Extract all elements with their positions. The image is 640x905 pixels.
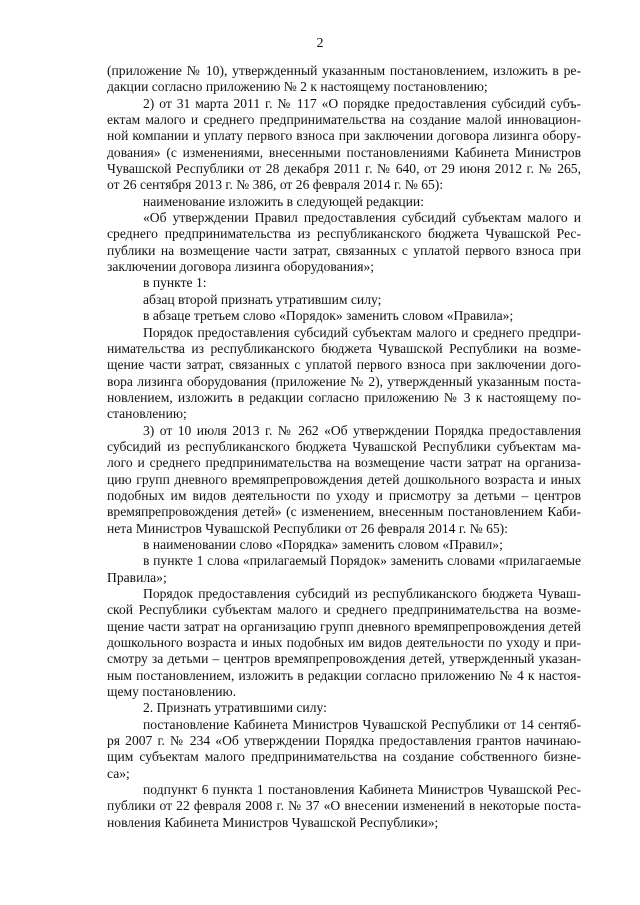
text-line: в абзаце третьем слово «Порядок» заменить словом «Правила»; bbox=[143, 308, 514, 324]
text-line: ской Республики субъектам малого и среднего предпринимательства на возме- bbox=[107, 602, 581, 618]
text-line: щим субъектам малого предпринимательства на создание собственного бизне- bbox=[107, 749, 581, 765]
paragraph bbox=[107, 292, 581, 308]
text-line: 2. Признать утратившими силу: bbox=[143, 700, 327, 716]
text-line: цию групп дневного времяпрепровождения детей дошкольного возраста и иных bbox=[107, 471, 581, 487]
paragraph bbox=[107, 700, 581, 716]
text-line: новления Кабинета Министров Чувашской Республики»; bbox=[107, 814, 439, 830]
text-line: щение части затрат, связанных с уплатой первого взноса при заключении дого- bbox=[107, 357, 581, 373]
text-line: 2) от 31 марта 2011 г. № 117 «О порядке предоставления субсидий субъ- bbox=[143, 95, 581, 111]
paragraph bbox=[107, 553, 581, 586]
text-line: лого и среднего предпринимательства на возмещение части затрат на организа- bbox=[107, 455, 581, 471]
text-line: становлению; bbox=[107, 406, 187, 422]
text-line: в пункте 1: bbox=[143, 275, 207, 291]
text-line: Правила»; bbox=[107, 569, 167, 585]
text-line: ря 2007 г. № 234 «Об утверждении Порядка предоставления грантов начинаю- bbox=[107, 733, 581, 749]
paragraph bbox=[107, 717, 581, 782]
paragraph bbox=[107, 275, 581, 291]
text-line: абзац второй признать утратившим силу; bbox=[143, 291, 382, 307]
text-line: новлением, изложить в редакции согласно приложению № 3 к настоящему по- bbox=[107, 389, 581, 405]
text-line: в пункте 1 слова «прилагаемый Порядок» заменить словами «прилагаемые bbox=[143, 553, 581, 569]
text-line: наименование изложить в следующей редакции: bbox=[143, 193, 424, 209]
text-line: дакции согласно приложению № 2 к настоящему постановлению; bbox=[107, 79, 488, 95]
text-line: публики на возмещение части затрат, связанных с уплатой первого взноса при bbox=[107, 242, 581, 258]
text-line: дования» (с изменениями, внесенными постановлениями Кабинета Министров bbox=[107, 144, 581, 160]
paragraph bbox=[107, 308, 581, 324]
paragraph bbox=[107, 194, 581, 210]
page-number: 2 bbox=[316, 36, 324, 51]
text-line: Чувашской Республики от 28 декабря 2011 г. № 640, от 29 июня 2012 г. № 265, bbox=[107, 161, 581, 177]
text-line: нета Министров Чувашской Республики от 26 февраля 2014 г. № 65): bbox=[107, 520, 508, 536]
text-line: публики от 22 февраля 2008 г. № 37 «О внесении изменений в некоторые поста- bbox=[107, 798, 581, 814]
text-line: времяпрепровождения детей» (с изменением, внесенным постановлением Каби- bbox=[107, 504, 581, 520]
text-line: субсидий из республиканского бюджета Чувашской Республики субъектам ма- bbox=[107, 438, 581, 454]
text-line: заключении договора лизинга оборудования»; bbox=[107, 259, 375, 275]
text-line: дошкольного возраста и иных подобных им видов деятельности по уходу и при- bbox=[107, 635, 581, 651]
paragraph bbox=[107, 537, 581, 553]
paragraph bbox=[107, 782, 581, 831]
text-line: щему постановлению. bbox=[107, 684, 237, 700]
paragraph bbox=[107, 325, 581, 423]
document-body bbox=[107, 63, 581, 831]
text-line: нимательства из республиканского бюджета Чувашской Республики на возме- bbox=[107, 340, 581, 356]
text-line: «Об утверждении Правил предоставления субсидий субъектам малого и bbox=[143, 210, 581, 226]
paragraph bbox=[107, 423, 581, 537]
text-line: 3) от 10 июля 2013 г. № 262 «Об утверждении Порядка предоставления bbox=[143, 422, 581, 438]
text-line: ектам малого и среднего предпринимательства на создание малой инновацион- bbox=[107, 112, 581, 128]
text-line: Порядок предоставления субсидий субъектам малого и среднего предпри- bbox=[143, 324, 581, 340]
text-line: ной компании и уплату первого взноса при заключении договора лизинга обору- bbox=[107, 128, 581, 144]
text-line: подпункт 6 пункта 1 постановления Кабинета Министров Чувашской Рес- bbox=[143, 782, 581, 798]
text-line: от 26 сентября 2013 г. № 386, от 26 февраля 2014 г. № 65): bbox=[107, 177, 444, 193]
text-line: ным постановлением, изложить в редакции согласно приложению № 4 к настоя- bbox=[107, 667, 581, 683]
text-line: подобных им видов деятельности по уходу и присмотру за детьми – центров bbox=[107, 487, 581, 503]
text-line: вора лизинга оборудования (приложение № 2), утвержденный указанным поста- bbox=[107, 373, 581, 389]
text-line: са»; bbox=[107, 765, 130, 781]
paragraph bbox=[107, 586, 581, 700]
text-line: постановление Кабинета Министров Чувашской Республики от 14 сентяб- bbox=[143, 716, 581, 732]
paragraph bbox=[107, 96, 581, 194]
paragraph bbox=[107, 210, 581, 275]
text-line: смотру за детьми – центров времяпрепровождения детей, утвержденный указан- bbox=[107, 651, 581, 667]
text-line: среднего предпринимательства из республиканского бюджета Чувашской Рес- bbox=[107, 226, 581, 242]
text-line: щение части затрат на организацию групп дневного времяпрепровождения детей bbox=[107, 618, 581, 634]
text-line: Порядок предоставления субсидий из республиканского бюджета Чуваш- bbox=[143, 586, 581, 601]
paragraph bbox=[107, 63, 581, 96]
text-line: в наименовании слово «Порядка» заменить словом «Правил»; bbox=[143, 536, 503, 552]
text-line: (приложение № 10), утвержденный указанным постановлением, изложить в ре- bbox=[107, 63, 581, 78]
